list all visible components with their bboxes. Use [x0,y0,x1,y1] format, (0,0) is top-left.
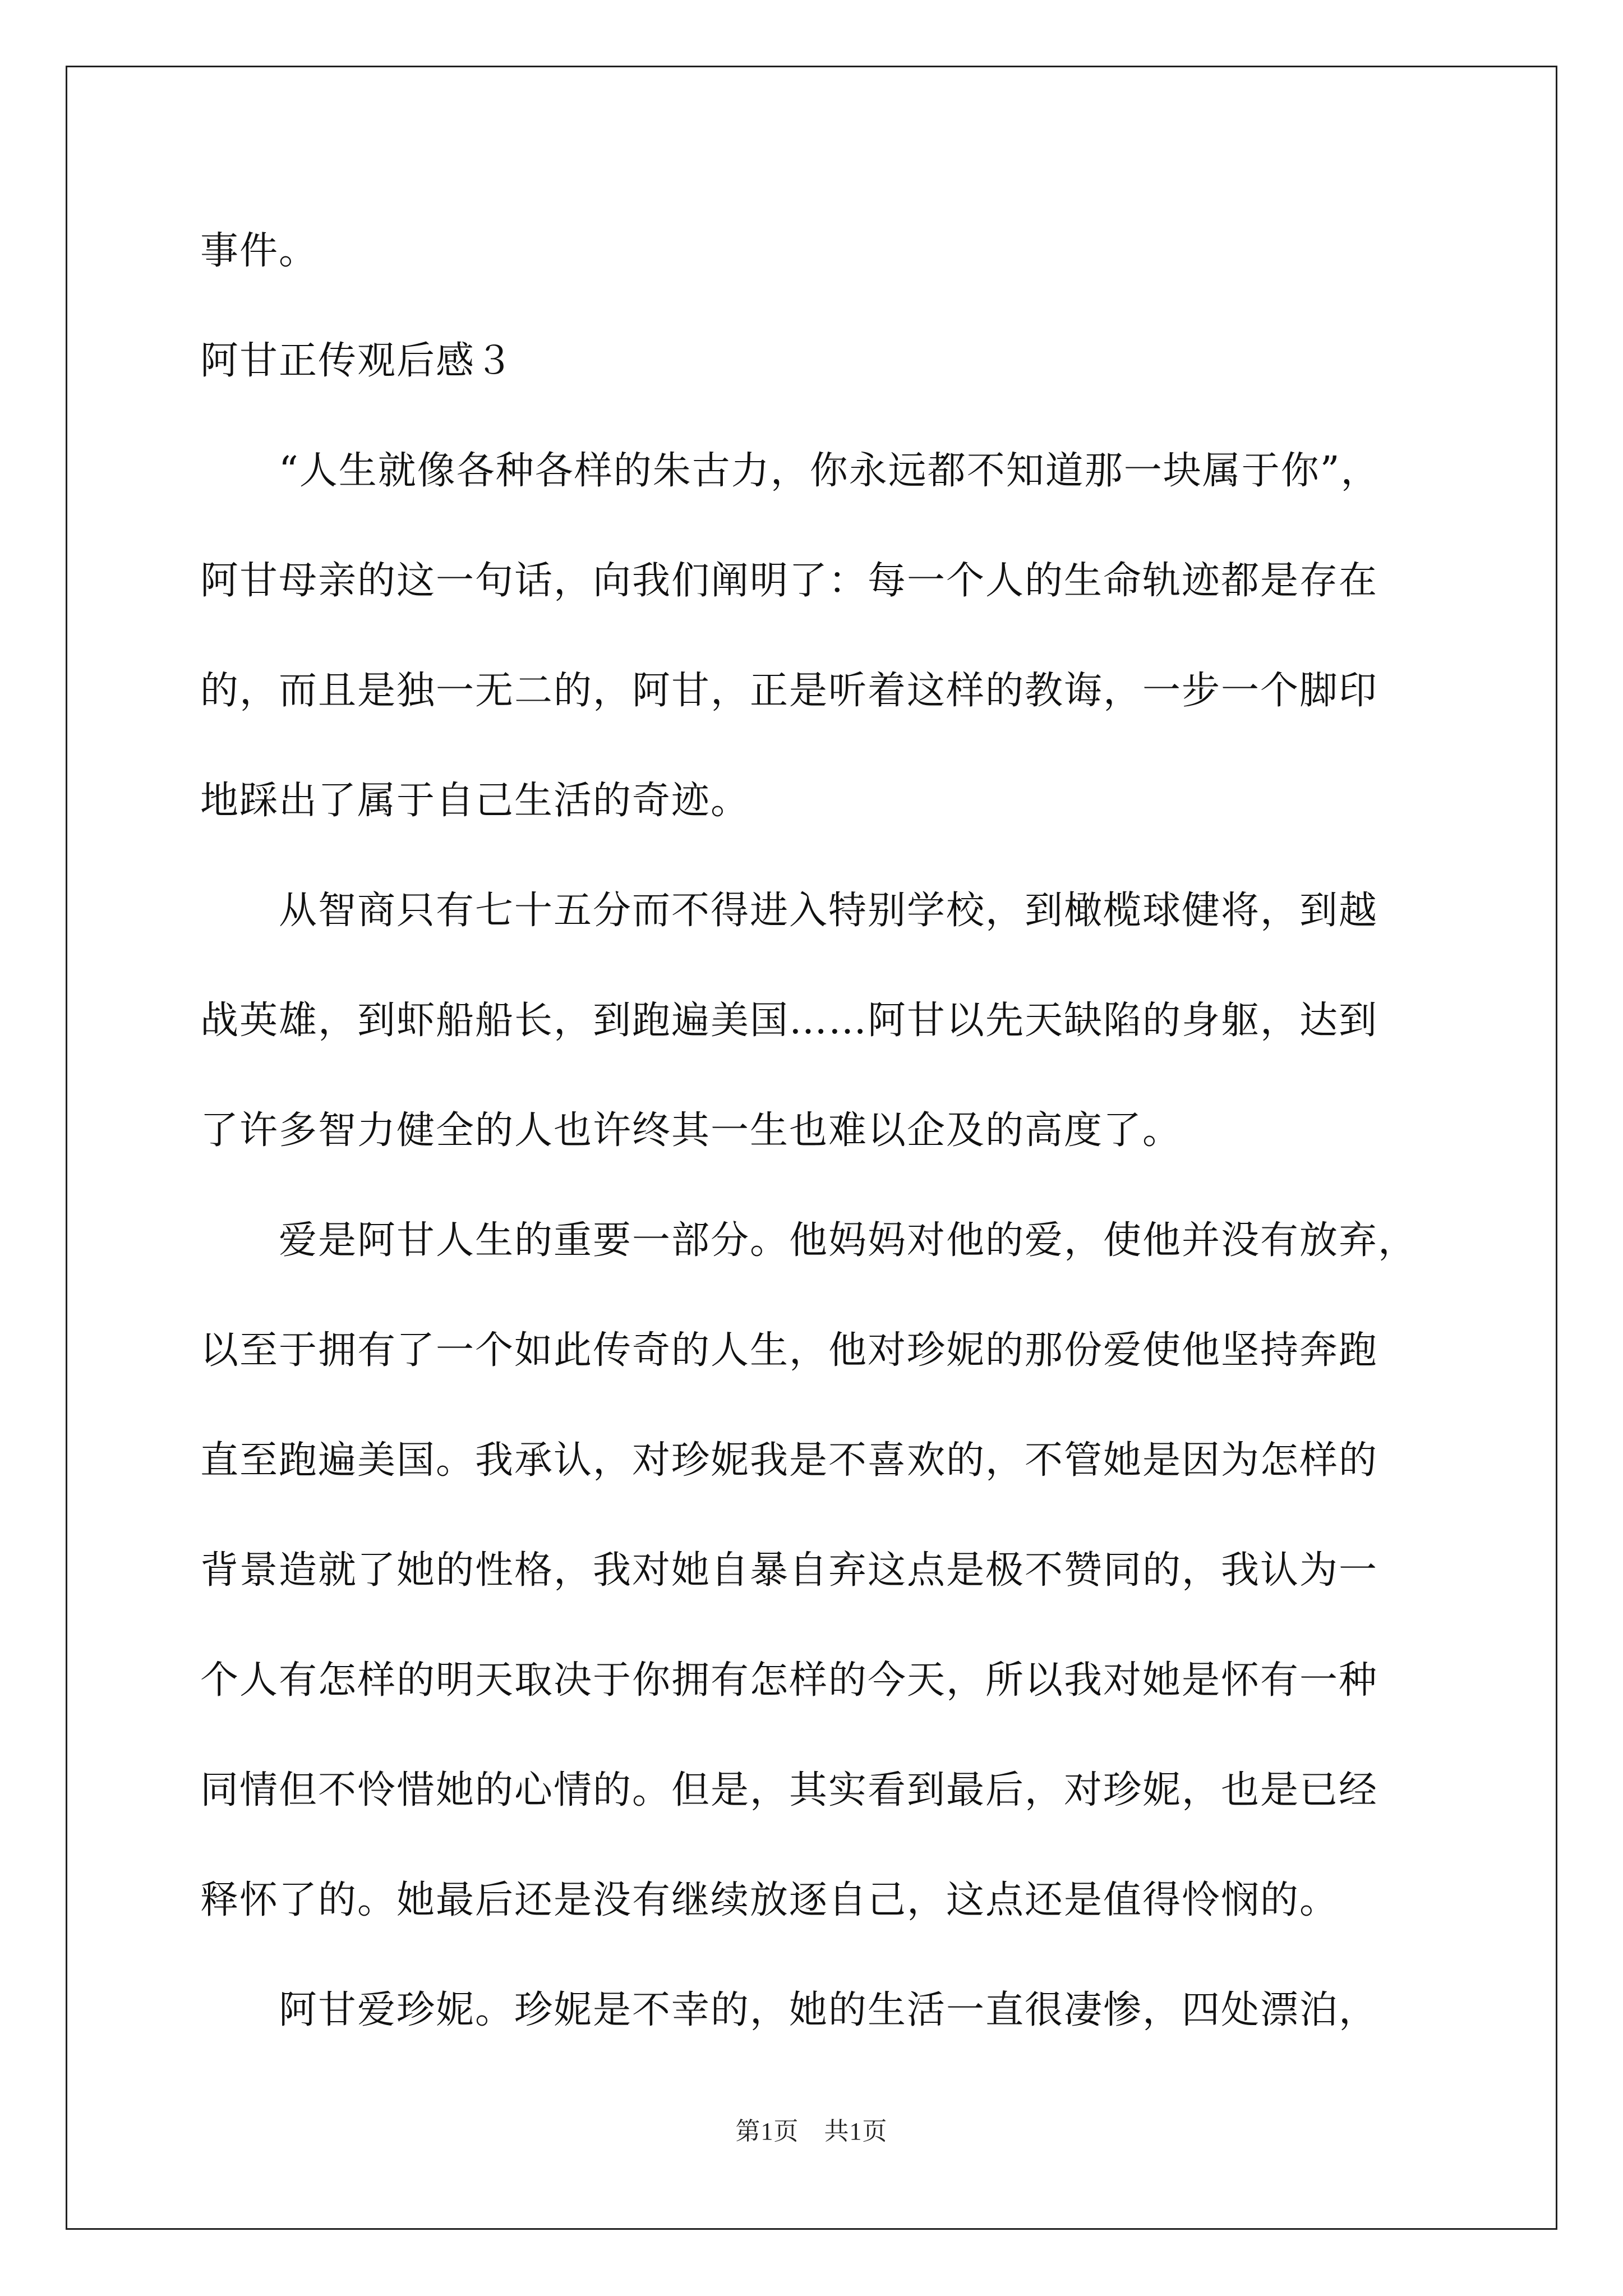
text-line: 直至跑遍美国。我承认，对珍妮我是不喜欢的，不管她是因为怎样的 [200,1438,1378,1483]
text-line: 释怀了的。她最后还是没有继续放逐自己，这点还是值得怜悯的。 [200,1878,1339,1922]
paragraph-first-line: 爱是阿甘人生的重要一部分。他妈妈对他的爱，使他并没有放弃， [279,1218,1418,1263]
text-line: 背景造就了她的性格，我对她自暴自弃这点是极不赞同的，我认为一 [200,1548,1378,1593]
text-line: 了许多智力健全的人也许终其一生也难以企及的高度了。 [200,1108,1182,1153]
document-body [200,196,1445,2065]
text-line: 地踩出了属于自己生活的奇迹。 [200,779,750,823]
text-line: 个人有怎样的明天取决于你拥有怎样的今天，所以我对她是怀有一种 [200,1658,1378,1703]
page-number-footer: 第1页 共1页 [735,2118,888,2145]
paragraph-first-line: “人生就像各种各样的朱古力，你永远都不知道那一块属于你”， [279,449,1380,493]
text-line: 事件。 [200,229,319,273]
section-title: 阿甘正传观后感３ [200,339,515,383]
text-line: 战英雄，到虾船船长，到跑遍美国……阿甘以先天缺陷的身躯，达到 [200,999,1378,1043]
text-line: 以至于拥有了一个如此传奇的人生，他对珍妮的那份爱使他坚持奔跑 [200,1328,1378,1373]
text-line: 同情但不怜惜她的心情的。但是，其实看到最后，对珍妮，也是已经 [200,1768,1378,1812]
paragraph-first-line: 从智商只有七十五分而不得进入特别学校，到橄榄球健将，到越 [279,889,1378,933]
text-line: 的，而且是独一无二的，阿甘，正是听着这样的教诲，一步一个脚印 [200,669,1378,713]
paragraph-first-line: 阿甘爱珍妮。珍妮是不幸的，她的生活一直很凄惨，四处漂泊， [279,1988,1378,2032]
text-line: 阿甘母亲的这一句话，向我们阐明了：每一个人的生命轨迹都是存在 [200,559,1378,603]
